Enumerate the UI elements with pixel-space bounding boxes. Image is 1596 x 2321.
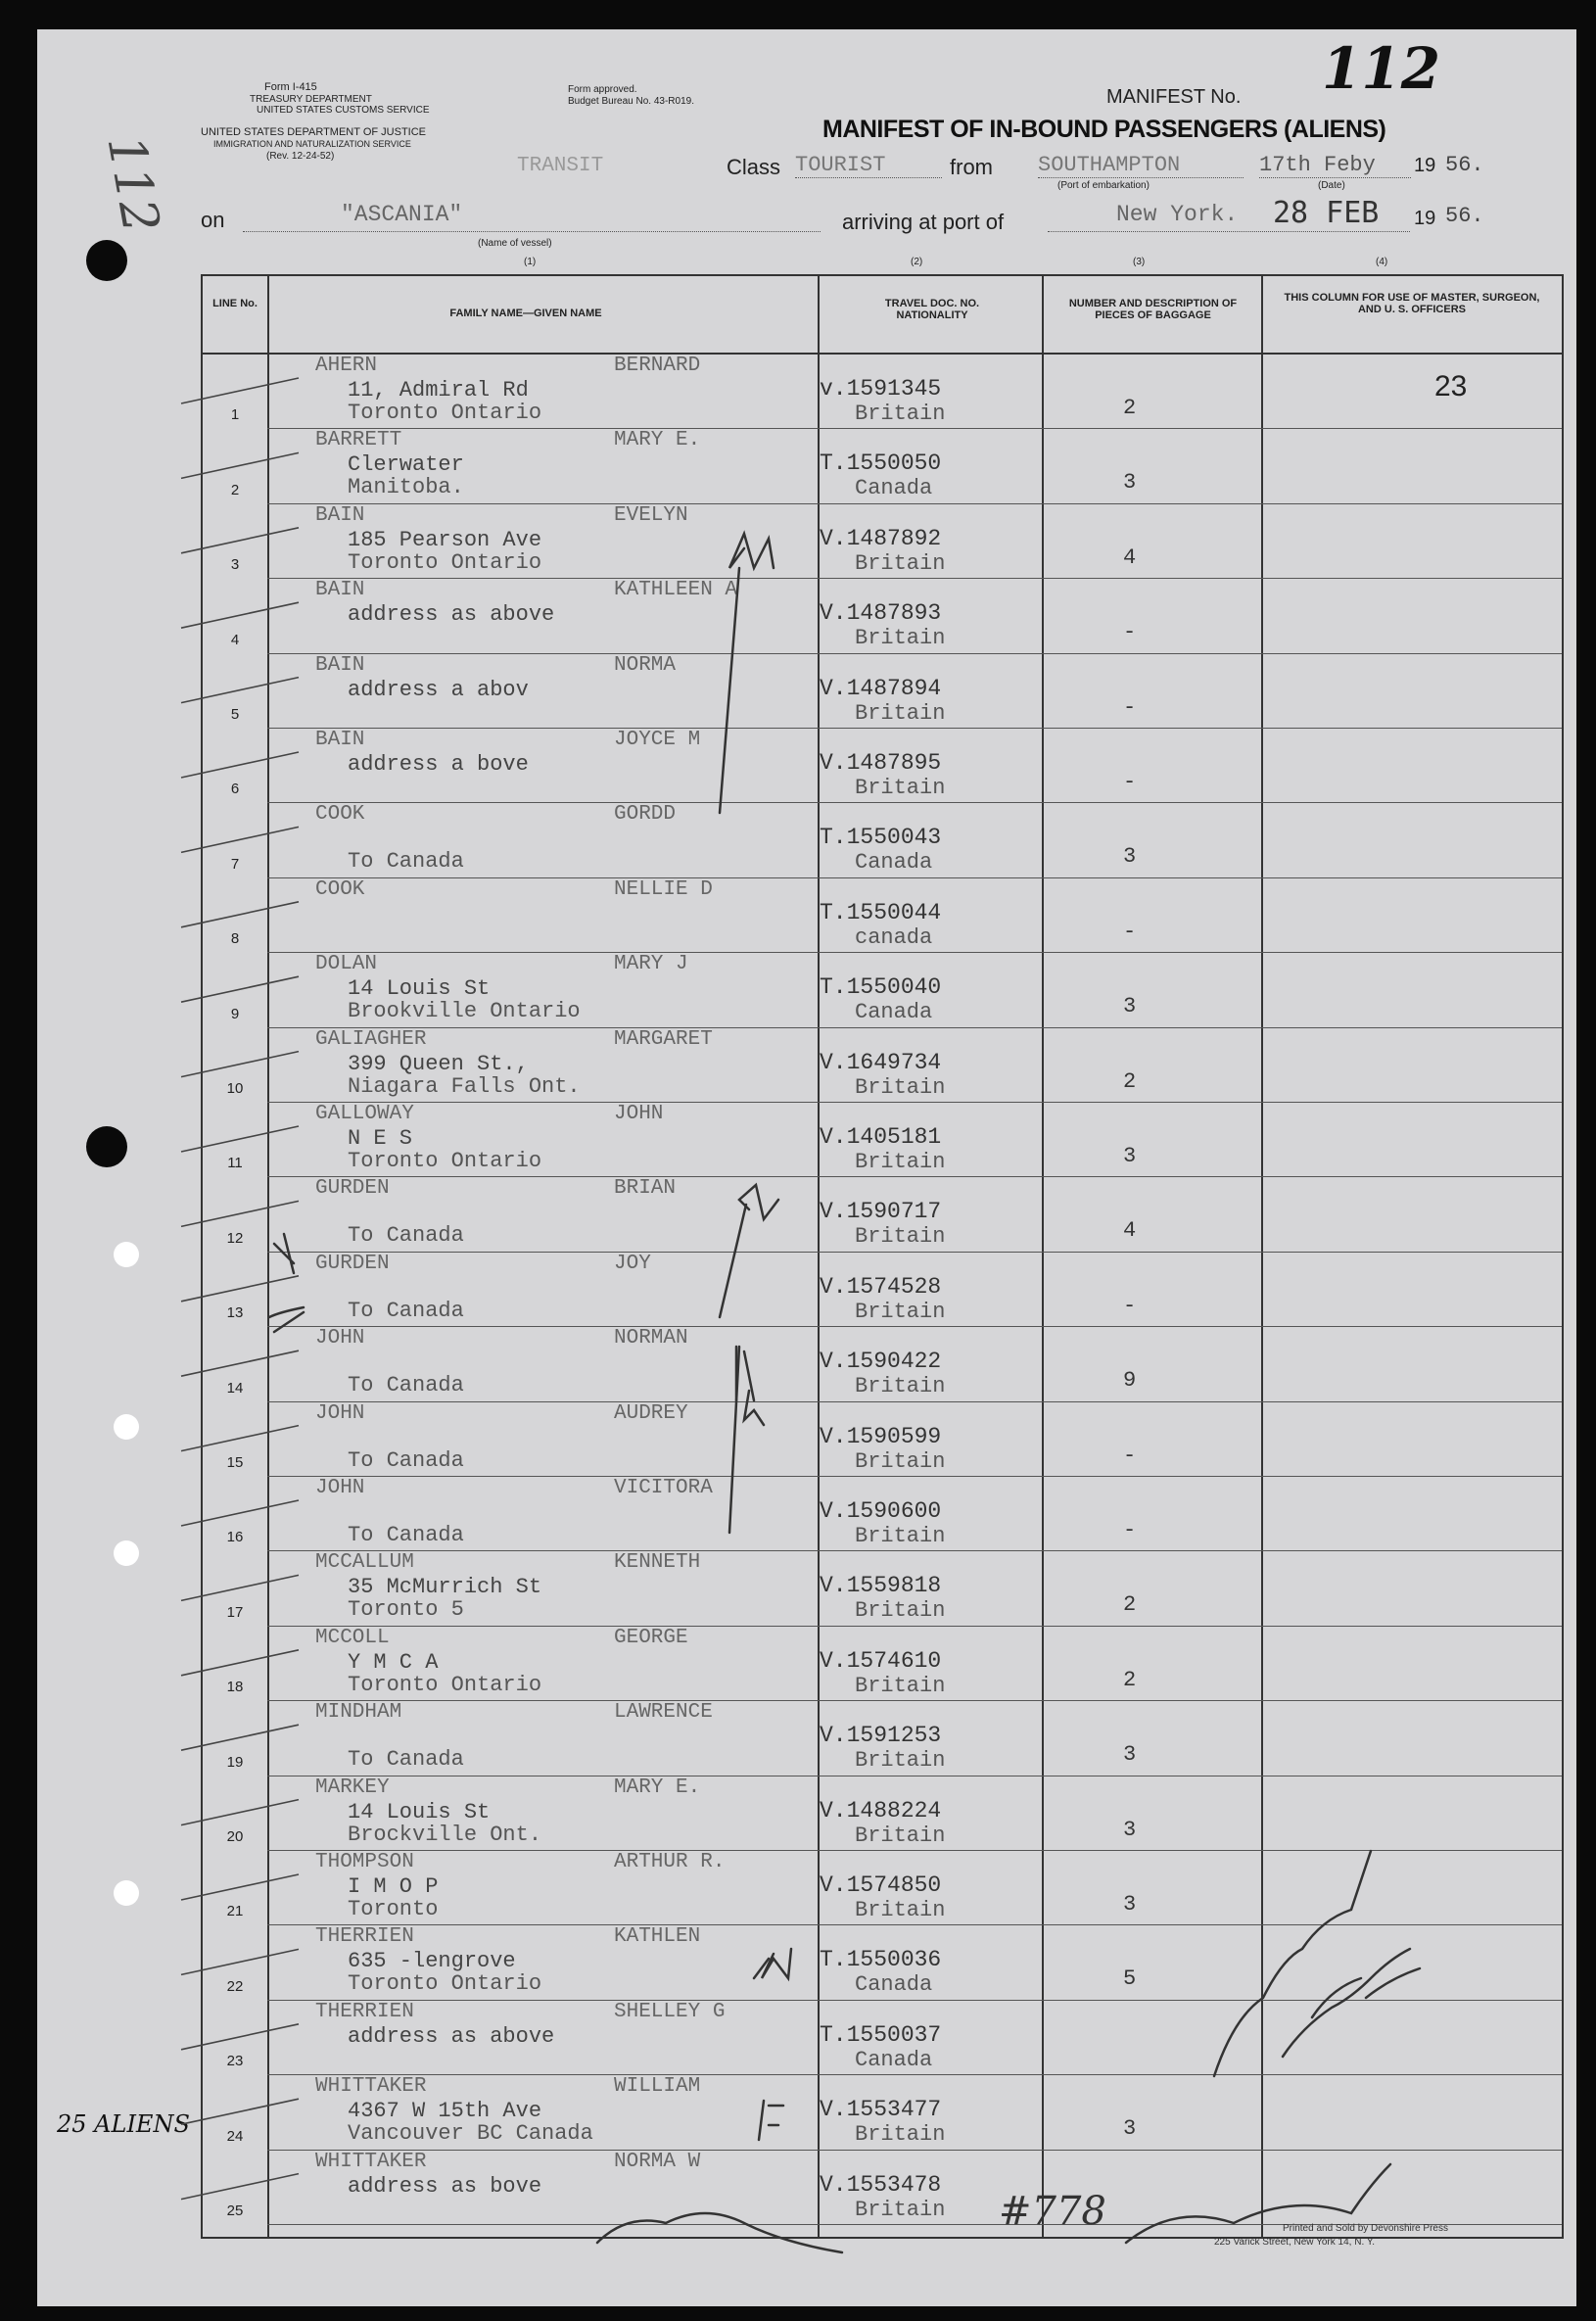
nationality: Britain — [855, 2197, 946, 2222]
nationality: Britain — [855, 1150, 946, 1174]
line-number: 10 — [226, 1079, 244, 1097]
address-line-2: To Canada — [348, 1223, 464, 1249]
given-name: KATHLEN — [614, 1925, 701, 1949]
line-number: 17 — [226, 1603, 244, 1621]
given-name: KATHLEEN A — [614, 579, 738, 602]
baggage-count: 5 — [1123, 1966, 1137, 1992]
travel-doc-no: V.1649734 — [820, 1049, 942, 1075]
table-row — [203, 1551, 1562, 1626]
travel-doc-no: V.1574528 — [820, 1273, 942, 1300]
nationality: Canada — [855, 1000, 933, 1025]
address-line-1: 14 Louis St — [348, 976, 491, 1002]
line-number: 16 — [226, 1529, 244, 1546]
family-name: GALLOWAY — [315, 1103, 414, 1125]
given-name: MARGARET — [614, 1027, 713, 1051]
address-line-1: Y M C A — [348, 1649, 439, 1675]
nationality: Britain — [855, 1074, 946, 1100]
line-number: 5 — [230, 705, 240, 723]
travel-doc-no: V.1553477 — [820, 2097, 942, 2123]
punch-hole — [86, 1126, 127, 1167]
nationality: Britain — [855, 1598, 946, 1624]
address-line-1: address a bove — [348, 752, 529, 777]
baggage-count: 3 — [1123, 1817, 1137, 1842]
address-line-2: To Canada — [348, 1447, 464, 1473]
given-name: NORMA W — [614, 2150, 701, 2173]
family-name: GALIAGHER — [315, 1027, 427, 1051]
family-name: BAIN — [315, 503, 365, 527]
given-name: MARY E. — [614, 429, 701, 452]
line-number: 11 — [227, 1155, 243, 1172]
nationality: Britain — [855, 1823, 946, 1848]
table-row — [203, 579, 1562, 653]
nationality: Britain — [855, 1224, 946, 1250]
printer-line-2: 225 Varick Street, New York 14, N. Y. — [1214, 2237, 1375, 2248]
family-name: MINDHAM — [315, 1701, 402, 1725]
travel-doc-no: V.1574610 — [820, 1647, 942, 1674]
nationality: Britain — [855, 2122, 946, 2148]
given-name: EVELYN — [614, 503, 688, 527]
baggage-count: 2 — [1123, 1068, 1137, 1094]
from-caption: (Port of embarkation) — [1057, 180, 1150, 191]
family-name: COOK — [315, 803, 365, 827]
nationality: Britain — [855, 550, 946, 576]
line-number: 6 — [230, 781, 240, 798]
travel-doc-no: V.1487893 — [820, 600, 942, 627]
given-name: JOHN — [614, 1103, 664, 1125]
col3-caption: (3) — [1133, 257, 1146, 267]
address-line-1: address a abov — [348, 677, 529, 702]
nationality: Canada — [855, 1972, 933, 1998]
baggage-count: - — [1123, 919, 1137, 944]
transit-label: TRANSIT — [517, 155, 604, 177]
aliens-count-note: 25 ALIENS — [57, 2110, 190, 2138]
address-line-2: Brookville Ontario — [348, 999, 581, 1024]
given-name: SHELLEY G — [614, 2000, 726, 2023]
address-line-2: To Canada — [348, 1523, 464, 1547]
address-line-2: Toronto Ontario — [348, 1149, 542, 1173]
nationality: Britain — [855, 700, 946, 726]
travel-doc-no: V.1591253 — [820, 1723, 942, 1749]
manifest-title: MANIFEST OF IN-BOUND PASSENGERS (ALIENS) — [822, 116, 1386, 143]
manifest-number: 112 — [1322, 35, 1441, 102]
address-line-2: Niagara Falls Ont. — [348, 1073, 581, 1099]
arrival-stamp: 28 FEB — [1273, 196, 1380, 230]
address-line-2: To Canada — [348, 1298, 464, 1323]
family-name: BARRETT — [315, 429, 402, 452]
baggage-count: - — [1123, 1293, 1137, 1318]
col4-caption: (4) — [1376, 257, 1388, 267]
family-name: WHITTAKER — [315, 2150, 427, 2173]
nationality: Britain — [855, 626, 946, 651]
nationality: Britain — [855, 1898, 946, 1922]
baggage-count: - — [1123, 694, 1137, 720]
baggage-count: - — [1123, 1443, 1137, 1468]
travel-doc-no: T.1550040 — [820, 974, 942, 1001]
line-number: 12 — [226, 1229, 244, 1247]
class-value: TOURIST — [795, 153, 942, 178]
address-line-1: 185 Pearson Ave — [348, 527, 542, 552]
travel-doc-no: V.1559818 — [820, 1573, 942, 1599]
family-name: GURDEN — [315, 1177, 390, 1201]
table-row — [203, 1776, 1562, 1851]
binder-hole — [114, 1540, 139, 1566]
baggage-count: 2 — [1123, 1667, 1137, 1692]
table-row — [203, 878, 1562, 953]
address-line-1: address as bove — [348, 2173, 542, 2199]
travel-doc-no: V.1590599 — [820, 1423, 942, 1449]
manifest-no-label: MANIFEST No. — [1106, 86, 1242, 108]
baggage-count: - — [1123, 620, 1137, 645]
address-line-2: To Canada — [348, 1747, 464, 1773]
address-line-2: To Canada — [348, 849, 464, 875]
travel-doc-no: T.1550050 — [820, 450, 942, 477]
header-officers: THIS COLUMN FOR USE OF MASTER, SURGEON, AND U. S. OFFICERS — [1284, 292, 1540, 315]
address-line-1: 635 -lengrove — [348, 1949, 516, 1974]
baggage-count: 3 — [1123, 1144, 1137, 1168]
given-name: MARY J — [614, 953, 688, 976]
table-row — [203, 1177, 1562, 1252]
family-name: GURDEN — [315, 1252, 390, 1275]
travel-doc-no: V.1590422 — [820, 1349, 942, 1375]
given-name: JOYCE M — [614, 729, 701, 751]
nationality: Canada — [855, 2047, 933, 2072]
binder-hole — [114, 1242, 139, 1267]
table-row — [203, 1701, 1562, 1776]
baggage-count: 3 — [1123, 2116, 1137, 2142]
baggage-count: 2 — [1123, 396, 1137, 420]
line-number: 18 — [226, 1679, 244, 1696]
nationality: Britain — [855, 1673, 946, 1698]
baggage-count: - — [1123, 770, 1137, 794]
punch-hole — [86, 240, 127, 281]
line-number: 14 — [226, 1379, 244, 1397]
line-number: 22 — [226, 1977, 244, 1995]
dept-treasury: TREASURY DEPARTMENT — [250, 94, 372, 105]
address-line-1: 35 McMurrich St — [348, 1575, 542, 1600]
table-row — [203, 1477, 1562, 1551]
family-name: MARKEY — [315, 1776, 390, 1799]
address-line-2: To Canada — [348, 1373, 464, 1398]
address-line-1: 4367 W 15th Ave — [348, 2099, 542, 2124]
address-line-2: Toronto — [348, 1897, 439, 1921]
port-value: New York. — [1116, 202, 1239, 227]
given-name: KENNETH — [614, 1551, 701, 1575]
footer-reference: #778 — [999, 2189, 1106, 2234]
given-name: GEORGE — [614, 1626, 688, 1649]
address-line-1: address as above — [348, 2023, 555, 2049]
family-name: JOHN — [315, 1327, 365, 1350]
passenger-table — [201, 274, 1564, 2239]
dept-customs: UNITED STATES CUSTOMS SERVICE — [257, 105, 430, 116]
nationality: Britain — [855, 1299, 946, 1324]
address-line-1: 14 Louis St — [348, 1799, 491, 1824]
line-number: 7 — [230, 855, 240, 873]
travel-doc-no: V.1574850 — [820, 1872, 942, 1898]
port-line — [1048, 231, 1410, 232]
vessel-caption: (Name of vessel) — [478, 238, 552, 249]
address-line-2: Toronto Ontario — [348, 401, 542, 425]
given-name: NELLIE D — [614, 877, 713, 901]
given-name: AUDREY — [614, 1401, 688, 1425]
col2-caption: (2) — [911, 257, 923, 267]
nationality: Britain — [855, 402, 946, 426]
from-label: from — [950, 155, 993, 179]
table-row — [203, 953, 1562, 1027]
travel-doc-no: T.1550043 — [820, 825, 942, 851]
line-number: 1 — [230, 406, 240, 424]
given-name: BERNARD — [614, 355, 701, 377]
travel-doc-no: V.1488224 — [820, 1797, 942, 1824]
address-line-2: Toronto 5 — [348, 1597, 464, 1623]
budget-bureau: Budget Bureau No. 43-R019. — [568, 96, 694, 107]
given-name: NORMAN — [614, 1327, 688, 1350]
travel-doc-no: T.1550037 — [820, 2021, 942, 2048]
address-line-1: I M O P — [348, 1874, 439, 1899]
year2-value: 56. — [1445, 204, 1484, 228]
binder-hole — [114, 1414, 139, 1440]
vessel-line — [243, 231, 821, 232]
table-row — [203, 1627, 1562, 1701]
baggage-count: 3 — [1123, 994, 1137, 1019]
header-travel-doc: TRAVEL DOC. NO. NATIONALITY — [884, 298, 980, 321]
address-line-2: Brockville Ont. — [348, 1822, 542, 1847]
address-line-1: Clerwater — [348, 452, 464, 478]
travel-doc-no: V.1553478 — [820, 2171, 942, 2198]
line-number: 24 — [226, 2127, 244, 2145]
family-name: DOLAN — [315, 953, 378, 976]
vessel-name: "ASCANIA" — [341, 202, 463, 227]
travel-doc-no: V.1590600 — [820, 1498, 942, 1524]
line-number: 23 — [226, 2053, 244, 2070]
printer-line-1: Printed and Sold by Devonshire Press — [1283, 2223, 1448, 2234]
family-name: MCCOLL — [315, 1626, 390, 1649]
address-line-2: Toronto Ontario — [348, 1971, 542, 1997]
line-number: 15 — [226, 1453, 244, 1471]
line-number: 4 — [230, 631, 240, 648]
address-line-1: 11, Admiral Rd — [348, 378, 529, 403]
given-name: ARTHUR R. — [614, 1851, 726, 1873]
nationality: canada — [855, 924, 933, 950]
family-name: AHERN — [315, 355, 378, 377]
baggage-count: 3 — [1123, 470, 1137, 496]
baggage-count: - — [1123, 1518, 1137, 1542]
line-number: 19 — [226, 1753, 244, 1771]
header-line-no: LINE No. — [212, 298, 258, 309]
table-row — [203, 429, 1562, 503]
table-row — [203, 1851, 1562, 1925]
nationality: Britain — [855, 1374, 946, 1399]
travel-doc-no: V.1487892 — [820, 525, 942, 551]
baggage-count: 9 — [1123, 1368, 1137, 1394]
line-number: 3 — [230, 556, 240, 574]
given-name: WILLIAM — [614, 2075, 701, 2099]
travel-doc-no: V.1487895 — [820, 750, 942, 776]
on-label: on — [201, 208, 225, 232]
baggage-count: 4 — [1123, 1218, 1137, 1244]
given-name: VICITORA — [614, 1477, 713, 1499]
given-name: GORDD — [614, 803, 677, 827]
given-name: MARY E. — [614, 1776, 701, 1799]
baggage-count: 3 — [1123, 844, 1137, 870]
travel-doc-no: V.1487894 — [820, 675, 942, 701]
dept-justice: UNITED STATES DEPARTMENT OF JUSTICE — [201, 126, 427, 138]
travel-doc-no: v.1591345 — [820, 376, 942, 402]
line-number: 2 — [230, 481, 240, 498]
table-row — [203, 1253, 1562, 1327]
family-name: BAIN — [315, 579, 365, 602]
baggage-count: 3 — [1123, 1742, 1137, 1768]
baggage-count: 2 — [1123, 1592, 1137, 1618]
address-line-2: Toronto Ontario — [348, 549, 542, 575]
family-name: JOHN — [315, 1401, 365, 1425]
line-number: 25 — [226, 2202, 244, 2219]
line-number: 13 — [226, 1304, 244, 1322]
table-row — [203, 2151, 1562, 2225]
from-value: SOUTHAMPTON — [1038, 153, 1244, 178]
family-name: THERRIEN — [315, 2000, 414, 2023]
table-row — [203, 1925, 1562, 2000]
family-name: WHITTAKER — [315, 2075, 427, 2099]
line-number: 9 — [230, 1005, 240, 1022]
table-row — [203, 1327, 1562, 1401]
dept-ins: IMMIGRATION AND NATURALIZATION SERVICE — [213, 139, 411, 149]
baggage-count: 3 — [1123, 1892, 1137, 1917]
family-name: JOHN — [315, 1477, 365, 1499]
line-number: 21 — [226, 1903, 244, 1920]
given-name: JOY — [614, 1252, 651, 1275]
margin-note: 112 — [95, 130, 170, 238]
year2-prefix: 19 — [1414, 208, 1436, 229]
nationality: Canada — [855, 850, 933, 876]
address-line-1: N E S — [348, 1126, 413, 1151]
address-line-1: address as above — [348, 602, 555, 628]
table-row — [203, 2001, 1562, 2075]
family-name: BAIN — [315, 729, 365, 751]
form-approved: Form approved. — [568, 84, 637, 95]
officers-note: 23 — [1434, 370, 1468, 403]
travel-doc-no: V.1590717 — [820, 1199, 942, 1225]
nationality: Britain — [855, 776, 946, 800]
class-label: Class — [727, 155, 781, 179]
year1-value: 56. — [1445, 153, 1484, 177]
given-name: NORMA — [614, 653, 677, 677]
date-caption: (Date) — [1318, 180, 1345, 191]
table-row — [203, 654, 1562, 729]
family-name: THOMPSON — [315, 1851, 414, 1873]
given-name: BRIAN — [614, 1177, 677, 1201]
baggage-count: 4 — [1123, 545, 1137, 570]
family-name: BAIN — [315, 653, 365, 677]
given-name: LAWRENCE — [614, 1701, 713, 1725]
form-rev: (Rev. 12-24-52) — [266, 151, 335, 162]
table-row — [203, 504, 1562, 579]
nationality: Canada — [855, 476, 933, 501]
family-name: MCCALLUM — [315, 1551, 414, 1575]
table-row — [203, 729, 1562, 803]
table-row — [203, 1402, 1562, 1477]
travel-doc-no: T.1550036 — [820, 1947, 942, 1973]
table-row — [203, 1028, 1562, 1103]
table-row — [203, 2075, 1562, 2150]
address-line-1: 399 Queen St., — [348, 1051, 529, 1076]
table-row — [203, 803, 1562, 877]
col1-caption: (1) — [524, 257, 537, 267]
year1-prefix: 19 — [1414, 155, 1436, 176]
date-value: 17th Feby — [1259, 153, 1411, 178]
arriving-label: arriving at port of — [842, 210, 1005, 234]
form-number: Form I-415 — [264, 81, 317, 93]
travel-doc-no: V.1405181 — [820, 1124, 942, 1150]
table-row — [203, 355, 1562, 429]
line-number: 8 — [230, 930, 240, 948]
line-number: 20 — [226, 1827, 244, 1845]
family-name: COOK — [315, 877, 365, 901]
header-baggage: NUMBER AND DESCRIPTION OF PIECES OF BAGGAGE — [1068, 298, 1238, 321]
header-name: FAMILY NAME—GIVEN NAME — [449, 308, 602, 319]
nationality: Britain — [855, 1748, 946, 1774]
table-row — [203, 1103, 1562, 1177]
address-line-2: Toronto Ontario — [348, 1672, 542, 1697]
address-line-2: Manitoba. — [348, 475, 464, 500]
nationality: Britain — [855, 1524, 946, 1548]
binder-hole — [114, 1880, 139, 1906]
travel-doc-no: T.1550044 — [820, 899, 942, 925]
nationality: Britain — [855, 1448, 946, 1474]
address-line-2: Vancouver BC Canada — [348, 2121, 593, 2147]
family-name: THERRIEN — [315, 1925, 414, 1949]
